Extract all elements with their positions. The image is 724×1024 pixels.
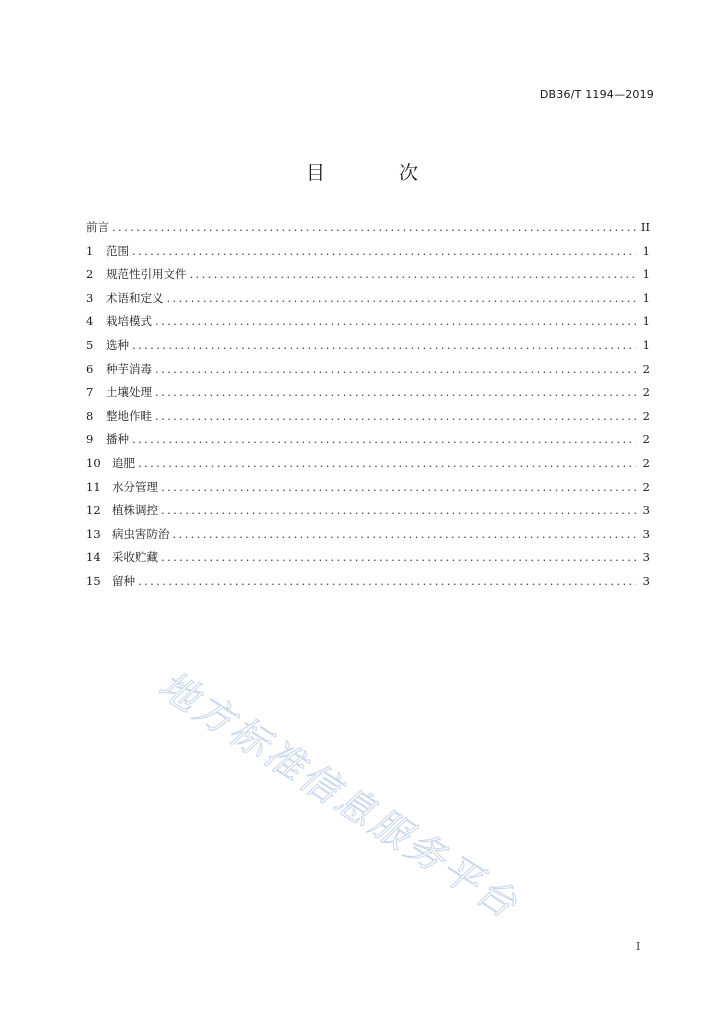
toc-entry-10[interactable] bbox=[86, 454, 650, 478]
toc-entry-number: 11 bbox=[86, 479, 101, 494]
toc-entry-page: 3 bbox=[642, 526, 650, 541]
toc-entry-number: 13 bbox=[86, 526, 101, 541]
toc-entry-number: 9 bbox=[86, 432, 94, 447]
toc-dot-leader bbox=[155, 383, 636, 401]
toc-entry-9[interactable] bbox=[86, 430, 650, 454]
toc-entry-15[interactable] bbox=[86, 572, 650, 596]
toc-entry-page: 1 bbox=[642, 267, 650, 282]
toc-entry-number: 10 bbox=[86, 455, 101, 470]
toc-dot-leader bbox=[138, 454, 636, 472]
toc-dot-leader bbox=[138, 572, 636, 590]
toc-title: 目 次 bbox=[305, 162, 453, 184]
toc-entry-page: 3 bbox=[642, 503, 650, 518]
toc-entry-label: 栽培模式 bbox=[106, 314, 152, 329]
toc-dot-leader bbox=[167, 289, 637, 307]
toc-entry-page: 2 bbox=[642, 408, 650, 423]
toc-entry-label: 留种 bbox=[112, 573, 135, 588]
toc-entry-8[interactable] bbox=[86, 407, 650, 431]
toc-entry-foreword[interactable] bbox=[86, 218, 650, 242]
toc-entry-label: 选种 bbox=[106, 337, 129, 352]
toc-entry-page: 2 bbox=[642, 432, 650, 447]
toc-entry-11[interactable] bbox=[86, 478, 650, 502]
toc-entry-label: 水分管理 bbox=[112, 479, 158, 494]
toc-entry-number: 1 bbox=[86, 243, 94, 258]
toc-dot-leader bbox=[155, 360, 636, 378]
toc-entry-label: 追肥 bbox=[112, 455, 135, 470]
toc-entry-page: II bbox=[640, 220, 650, 234]
toc-entry-page: 2 bbox=[642, 455, 650, 470]
toc-entry-label: 规范性引用文件 bbox=[106, 267, 187, 282]
toc-entry-number: 14 bbox=[86, 550, 101, 565]
toc-entry-label: 范围 bbox=[106, 243, 129, 258]
toc-entry-label: 采收贮藏 bbox=[112, 550, 158, 565]
toc-entry-page: 1 bbox=[642, 337, 650, 352]
toc-dot-leader bbox=[161, 478, 636, 496]
toc-dot-leader bbox=[155, 312, 636, 330]
toc-entry-number: 3 bbox=[86, 290, 94, 305]
toc-entry-number: 2 bbox=[86, 267, 94, 282]
toc-entry-page: 1 bbox=[642, 243, 650, 258]
toc-entry-6[interactable] bbox=[86, 360, 650, 384]
toc-entry-number: 5 bbox=[86, 337, 94, 352]
toc-entry-3[interactable] bbox=[86, 289, 650, 313]
toc-entry-label: 种芋消毒 bbox=[106, 361, 152, 376]
toc-dot-leader bbox=[173, 525, 637, 543]
toc-entry-label: 植株调控 bbox=[112, 503, 158, 518]
toc-entry-7[interactable] bbox=[86, 383, 650, 407]
toc-entry-number: 4 bbox=[86, 314, 94, 329]
toc-entry-page: 2 bbox=[642, 361, 650, 376]
toc-entry-label: 土壤处理 bbox=[106, 385, 152, 400]
toc-dot-leader bbox=[161, 548, 636, 566]
table-of-contents bbox=[86, 218, 650, 596]
toc-entry-label: 整地作畦 bbox=[106, 408, 152, 423]
toc-dot-leader bbox=[155, 407, 636, 425]
toc-entry-5[interactable] bbox=[86, 336, 650, 360]
toc-entry-page: 2 bbox=[642, 479, 650, 494]
toc-entry-label: 病虫害防治 bbox=[112, 526, 170, 541]
toc-entry-page: 1 bbox=[642, 314, 650, 329]
toc-entry-label: 播种 bbox=[106, 432, 129, 447]
toc-entry-page: 3 bbox=[642, 550, 650, 565]
page-number: I bbox=[636, 940, 641, 953]
toc-entry-12[interactable] bbox=[86, 501, 650, 525]
toc-entry-page: 3 bbox=[642, 573, 650, 588]
toc-entry-13[interactable] bbox=[86, 525, 650, 549]
toc-entry-number: 7 bbox=[86, 385, 94, 400]
toc-dot-leader bbox=[132, 242, 636, 260]
toc-dot-leader bbox=[132, 430, 636, 448]
toc-entry-number: 12 bbox=[86, 503, 101, 518]
toc-entry-page: 1 bbox=[642, 290, 650, 305]
toc-dot-leader bbox=[190, 265, 637, 283]
toc-entry-2[interactable] bbox=[86, 265, 650, 289]
toc-entry-page: 2 bbox=[642, 385, 650, 400]
toc-dot-leader bbox=[132, 336, 636, 354]
document-code: DB36/T 1194—2019 bbox=[539, 88, 654, 101]
toc-entry-label: 术语和定义 bbox=[106, 290, 164, 305]
toc-dot-leader bbox=[161, 501, 636, 519]
toc-entry-4[interactable] bbox=[86, 312, 650, 336]
toc-entry-number: 6 bbox=[86, 361, 94, 376]
toc-entry-number: 8 bbox=[86, 408, 94, 423]
toc-entry-label: 前言 bbox=[86, 220, 109, 234]
watermark: 地方标准信息服务平台 bbox=[151, 662, 528, 929]
toc-dot-leader bbox=[112, 218, 636, 236]
toc-entry-number: 15 bbox=[86, 573, 101, 588]
toc-entry-1[interactable] bbox=[86, 242, 650, 266]
toc-entry-14[interactable] bbox=[86, 548, 650, 572]
